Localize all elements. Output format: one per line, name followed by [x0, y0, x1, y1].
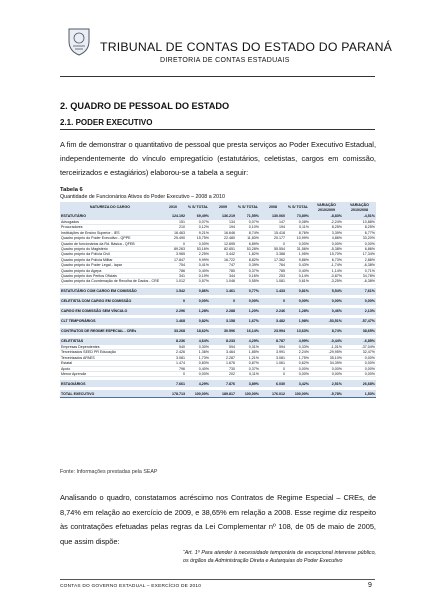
table-cell: 344 — [210, 274, 236, 279]
table-cell: 2.296 — [160, 308, 186, 315]
table-cell: 0,00% — [186, 371, 210, 376]
table-cell: 3.965 — [160, 252, 186, 257]
table-cell: 0,37% — [236, 268, 260, 273]
table-row — [60, 318, 376, 325]
table-row-label: Quadro próprio do Poder Legal - Iapar — [60, 263, 160, 268]
table-cell: 0,08% — [286, 220, 310, 225]
table-cell: 7.661 — [160, 380, 186, 387]
table-cell: 0,40% — [286, 268, 310, 273]
table-cell: -1,01% — [310, 345, 343, 350]
table-cell: 11,83% — [236, 236, 260, 241]
table-cell: 8,25% — [310, 225, 343, 230]
table-cell: 55.554 — [260, 247, 286, 252]
table-cell: 3.081 — [260, 355, 286, 360]
table-cell: 4,29% — [186, 380, 210, 387]
table-cell: 33,20% — [343, 236, 376, 241]
table-cell: 25.490 — [160, 236, 186, 241]
table-cell: 89.263 — [160, 247, 186, 252]
table-cell: 2,24% — [286, 350, 310, 355]
table-cell: 151 — [160, 220, 186, 225]
table-row — [60, 338, 376, 345]
table-row-label: Menor Aprendiz — [60, 371, 160, 376]
table-row-label: ESTATUTÁRIO COM CARGO EM COMISSÃO — [60, 288, 160, 295]
table-cell: 3,42% — [286, 380, 310, 387]
table-cell: 73,89% — [286, 213, 310, 220]
table-cell: -0,87% — [310, 274, 343, 279]
table-cell: 6,77% — [343, 230, 376, 235]
table-cell: 82.651 — [210, 247, 236, 252]
table-cell: 0,43% — [286, 263, 310, 268]
table-cell: 1,20% — [236, 308, 260, 315]
table-cell: 189.817 — [210, 390, 236, 398]
table-cell: 0,41% — [186, 263, 210, 268]
table-cell: 0,62% — [286, 361, 310, 366]
table-cell: 194 — [260, 225, 286, 230]
table-row — [60, 328, 376, 335]
table-cell: 2,86% — [343, 257, 376, 262]
table-cell: 6,73% — [310, 257, 343, 262]
table-cell: 2.287 — [210, 355, 236, 360]
table-cell: 0,00% — [343, 366, 376, 371]
table-cell: 130.060 — [260, 213, 286, 220]
table-row-label: ESTAGIÁRIOS — [60, 380, 160, 387]
table-cell: -4,51% — [343, 213, 376, 220]
header-divider — [60, 76, 375, 77]
table-cell: 2,51% — [310, 380, 343, 387]
table-row — [60, 298, 376, 305]
table-cell: 0,39% — [236, 263, 260, 268]
table-row-label: Apoio — [60, 366, 160, 371]
law-quote: “Art. 1º Para atender à necessidade temporária de excepcional interesse público, os órgãos da Administração Direta e Autarquias do Poder Executivo — [183, 550, 376, 564]
table-cell: 4,86% — [310, 236, 343, 241]
table-cell: 32,47% — [343, 350, 376, 355]
table-cell: 1.542 — [160, 288, 186, 295]
table-cell: 194 — [210, 225, 236, 230]
table-row-label: ESTATUTÁRIO — [60, 213, 160, 220]
header-subtitle: DIRETORIA DE CONTAS ESTADUAIS — [160, 57, 290, 64]
table-cell: 147 — [260, 220, 286, 225]
footer-text: CONTAS DO GOVERNO ESTADUAL – EXERCÍCIO DE 2010 — [60, 584, 202, 589]
table-cell: 1.046 — [210, 279, 236, 284]
table-row-label: Quadro próprio da Coordenação de Recolha de Dados - CRE — [61, 279, 160, 284]
table-row-label: Instituições de Ensino Superior - IES — [60, 230, 160, 235]
table-cell: -5,38% — [310, 247, 343, 252]
table-cell: 26,68% — [343, 380, 376, 387]
table-cell: 2.288 — [210, 308, 236, 315]
table-cell: 16,14% — [236, 328, 260, 335]
table-cell: 0 — [210, 298, 236, 305]
table-cell: 1,73% — [186, 355, 210, 360]
table-cell: 10,88% — [343, 220, 376, 225]
table-header-cell: VARIAÇÃO 2010/2008 — [343, 202, 376, 213]
table-cell: 8.787 — [260, 338, 286, 345]
table-cell: 30.596 — [210, 328, 236, 335]
table-cell: 796 — [160, 366, 186, 371]
table-cell: 8,76% — [286, 230, 310, 235]
table-cell: 0,11% — [236, 371, 260, 376]
table-cell: 0,14% — [286, 274, 310, 279]
table-cell: 0,16% — [236, 274, 260, 279]
table-cell: 0,07% — [236, 220, 260, 225]
table-cell: 594 — [260, 345, 286, 350]
table-cell: 1,85% — [236, 350, 260, 355]
table-row — [60, 288, 376, 295]
table-cell: 341 — [160, 274, 186, 279]
table-cell: 0 — [260, 371, 286, 376]
table-cell: 0,71% — [343, 268, 376, 273]
page-number: 9 — [368, 582, 372, 589]
table-header-cell: 2010 — [160, 202, 186, 213]
table-cell: 5,54% — [310, 288, 343, 295]
table-row — [60, 390, 376, 398]
table-cell: 23.994 — [260, 328, 286, 335]
intro-paragraph: A fim de demonstrar o quantitativo de pessoal que presta serviços ao Poder Executivo Estadual, independentemente do vínculo empregatício (estatutários, celetistas, cargos em comissão, terceirizados e estagiários) elaborou-se a tabela a seguir: — [60, 140, 376, 177]
table-cell: 15,75% — [186, 236, 210, 241]
table-cell: 0,55% — [236, 279, 260, 284]
table-cell: -3,25% — [310, 279, 343, 284]
table-cell: 1.676 — [210, 361, 236, 366]
table-cell: 0,00% — [310, 298, 343, 305]
table-header-cell: 2009 — [210, 202, 236, 213]
table-cell: 8,82% — [236, 257, 260, 262]
header-title: TRIBUNAL DE CONTAS DO ESTADO DO PARANÁ — [100, 40, 393, 54]
table-cell: 8.236 — [160, 338, 186, 345]
table-header-cell: % S/ TOTAL — [186, 202, 210, 213]
table-header-row — [60, 202, 376, 213]
table-cell: 17.362 — [260, 257, 286, 262]
table-row-label: Estatal — [60, 361, 160, 366]
table-cell: 0,11% — [286, 225, 310, 230]
table-cell: 1.468 — [160, 318, 186, 325]
table-cell: 747 — [210, 263, 236, 268]
table-cell: 8,25% — [343, 225, 376, 230]
table-cell: 3.158 — [210, 318, 236, 325]
table-cell: 100,00% — [186, 390, 210, 398]
table-cell: 0 — [160, 298, 186, 305]
table-cell: 1,28% — [286, 308, 310, 315]
table-cell: -5,78% — [310, 390, 343, 398]
table-cell: 18,62% — [186, 328, 210, 335]
table-cell: 0,10% — [236, 225, 260, 230]
table-cell: 1,82% — [236, 252, 260, 257]
table-cell: 0,57% — [186, 279, 210, 284]
table-cell: -6,38% — [343, 263, 376, 268]
table-cell: 0,12% — [186, 225, 210, 230]
table-cell: 0 — [260, 298, 286, 305]
table-row-label: Terceirizados SEED PR Educação — [60, 350, 160, 355]
table-row-label: Terceirizados APAES — [60, 355, 160, 360]
table-source: Fonte: Informações prestadas pela SEAP — [60, 469, 158, 475]
table-cell: 0,87% — [236, 361, 260, 366]
table-cell: 785 — [260, 268, 286, 273]
table-cell: 178.713 — [160, 390, 186, 398]
table-cell: 10,99% — [286, 236, 310, 241]
table-cell: 15,70% — [310, 252, 343, 257]
section-heading: 2. QUADRO DE PESSOAL DO ESTADO — [60, 101, 230, 111]
table-cell: 3.464 — [210, 350, 236, 355]
table-cell: -53,51% — [310, 318, 343, 325]
table-row-label: CELETISTA COM CARGO EM COMISSÃO — [60, 298, 160, 305]
table-cell: 1.081 — [260, 279, 286, 284]
table-cell: 71,55% — [236, 213, 260, 220]
table-cell: 8,74% — [310, 328, 343, 335]
table-cell: 3.991 — [260, 350, 286, 355]
table-cell: 780 — [210, 268, 236, 273]
table-cell: 33.268 — [160, 328, 186, 335]
table-cell: 8.233 — [210, 338, 236, 345]
table-cell: 16.646 — [210, 230, 236, 235]
table-cell: 0,00% — [343, 361, 376, 366]
table-cell: 0,61% — [286, 279, 310, 284]
table-row-label: CARGO EM COMISSÃO SEM VÍNCULO — [60, 308, 160, 315]
table-cell: -6,85% — [343, 338, 376, 345]
table-caption: Quantidade de Funcionários Ativos do Poder Executivo – 2008 a 2010 — [60, 194, 225, 200]
table-cell: 0,30% — [186, 345, 210, 350]
table-cell: 16.722 — [210, 257, 236, 262]
table-cell: 16.463 — [160, 230, 186, 235]
table-cell: 0,00% — [286, 371, 310, 376]
table-cell: 0,00% — [286, 298, 310, 305]
table-row-label: Quadro próprio do Agepa — [60, 268, 160, 273]
table-cell: 1,67% — [236, 318, 260, 325]
table-cell: 0,46% — [310, 308, 343, 315]
coat-of-arms-icon — [66, 26, 92, 56]
table-cell: 22.480 — [210, 236, 236, 241]
table-cell: 34,39% — [310, 361, 343, 366]
table-header-cell: 2008 — [260, 202, 286, 213]
table-cell: 17.847 — [160, 257, 186, 262]
analysis-paragraph: Analisando o quadro, constatamos acréscimo nos Contratos de Regime Especial – CREs, de 8,74% em relação ao exercício de 2009, e 38,65% em relação a 2008. Esse regime diz respeito às contratações efetuadas pelas regras da Lei Complementar nº 108, de 05 de maio de 2005, que assim dispõe: — [60, 493, 376, 546]
table-cell: 35,10% — [310, 355, 343, 360]
table-cell: 1,28% — [186, 308, 210, 315]
table-cell: 176.012 — [260, 390, 286, 398]
table-cell: 9,86% — [286, 257, 310, 262]
table-row-label: Procuradores — [60, 225, 160, 230]
table-row-label: Quadro de funcionários da Rd. Básica - QFEB — [60, 241, 160, 246]
table-cell: 540 — [160, 345, 186, 350]
table-row-label: Quadro próprio dos Peritos Oficiais — [60, 274, 160, 279]
table-cell: 9,21% — [186, 230, 210, 235]
table-cell: -0,44% — [310, 338, 343, 345]
table-cell: 6,89% — [236, 241, 260, 246]
staff-table — [60, 202, 376, 398]
table-cell: 0,31% — [236, 345, 260, 350]
table-cell: 253 — [260, 274, 286, 279]
table-cell: 134 — [210, 220, 236, 225]
table-cell: 1.461 — [210, 288, 236, 295]
table-cell: -8,83% — [310, 213, 343, 220]
table-cell: -37,04% — [343, 345, 376, 350]
table-cell: 0,33% — [286, 345, 310, 350]
table-cell: 0 — [160, 371, 186, 376]
subsection-divider — [60, 129, 375, 130]
table-cell: 0,00% — [343, 298, 376, 305]
table-cell: -2,24% — [310, 220, 343, 225]
table-cell: 0 — [260, 241, 286, 246]
table-row-label: Quadro próprio da Polícia Militar — [60, 257, 160, 262]
table-cell: 3,89% — [236, 380, 260, 387]
table-cell: -6,38% — [343, 279, 376, 284]
table-cell: 53,28% — [236, 247, 260, 252]
table-cell: 0,40% — [186, 268, 210, 273]
table-cell: 6.030 — [260, 380, 286, 387]
table-header-cell: NATUREZA DO CARGO — [60, 202, 160, 213]
table-row-label: Quadro próprio do Poder Executivo - QPPE — [60, 236, 160, 241]
table-cell: 0,00% — [186, 298, 210, 305]
table-cell: 0,00% — [236, 298, 260, 305]
table-cell: 100,00% — [236, 390, 260, 398]
table-label: Tabela 6 — [60, 187, 83, 193]
table-cell: 730 — [210, 366, 236, 371]
table-cell: 34,78% — [343, 274, 376, 279]
table-cell: 3.442 — [210, 252, 236, 257]
table-cell: 12.695 — [210, 241, 236, 246]
table-cell: 136.219 — [210, 213, 236, 220]
table-cell: 53,16% — [186, 247, 210, 252]
table-cell: 8,74% — [236, 230, 260, 235]
table-row-label: CLT TEMPORÁRIOS — [60, 318, 160, 325]
table-row-label: Advogados — [60, 220, 160, 225]
table-cell: 3,39% — [310, 230, 343, 235]
table-cell: 17,34% — [343, 252, 376, 257]
table-row-label: Empresas Dependentes — [60, 345, 160, 350]
table-cell: -57,47% — [343, 318, 376, 325]
table-cell: 1,53% — [343, 390, 376, 398]
table-cell: 13,63% — [286, 328, 310, 335]
table-cell: 0,81% — [286, 288, 310, 295]
table-cell: 1,21% — [236, 355, 260, 360]
table-cell: 0,00% — [286, 366, 310, 371]
table-cell: 0,19% — [186, 274, 210, 279]
table-cell: 3.081 — [160, 355, 186, 360]
table-cell: 0,83% — [186, 361, 210, 366]
table-cell: 210 — [160, 225, 186, 230]
table-cell: 764 — [260, 263, 286, 268]
table-cell: 3.388 — [260, 252, 286, 257]
table-cell: 0,00% — [186, 241, 210, 246]
table-cell: 0,00% — [310, 371, 343, 376]
table-cell: 15.418 — [260, 230, 286, 235]
table-header-cell: % S/ TOTAL — [286, 202, 310, 213]
table-cell: 69,49% — [186, 213, 210, 220]
table-cell: 0,82% — [186, 318, 210, 325]
table-cell: 3.482 — [260, 318, 286, 325]
table-cell: 0,40% — [186, 366, 210, 371]
table-cell: 0,00% — [343, 241, 376, 246]
table-cell: 2.246 — [260, 308, 286, 315]
table-cell: 7,61% — [343, 288, 376, 295]
table-cell: 7.876 — [210, 380, 236, 387]
table-row-label: Quadro próprio da Polícia Civil — [60, 252, 160, 257]
table-cell: 0,00% — [343, 355, 376, 360]
table-cell: 0 — [260, 366, 286, 371]
table-row-label: Quadro próprio do Magistério — [60, 247, 160, 252]
footer-divider — [60, 579, 375, 580]
table-cell: 1.012 — [160, 279, 186, 284]
table-cell: 1,95% — [286, 252, 310, 257]
table-cell: 0,77% — [236, 288, 260, 295]
table-cell: 0,00% — [343, 371, 376, 376]
table-row — [60, 380, 376, 387]
table-cell: 4,64% — [186, 338, 210, 345]
table-cell: 2.426 — [160, 350, 186, 355]
table-cell: 1,75% — [286, 355, 310, 360]
table-row-label: CELETISTAS — [60, 338, 160, 345]
table-cell: 0,00% — [310, 241, 343, 246]
table-cell: 31,56% — [286, 247, 310, 252]
table-cell: 100,00% — [286, 390, 310, 398]
table-cell: 124.192 — [160, 213, 186, 220]
table-cell: -1,74% — [310, 263, 343, 268]
table-cell: 786 — [160, 268, 186, 273]
table-row — [60, 308, 376, 315]
table-cell: 1.474 — [160, 361, 186, 366]
table-row — [60, 213, 376, 220]
table-row-label: CONTRATOS DE REGIME ESPECIAL - CREs — [60, 328, 160, 335]
table-cell: 594 — [210, 345, 236, 350]
table-cell: 20.177 — [260, 236, 286, 241]
table-header-cell: % S/ TOTAL — [236, 202, 260, 213]
table-cell: 4,99% — [286, 338, 310, 345]
table-cell: -29,95% — [310, 350, 343, 355]
table-cell: 1,14% — [310, 268, 343, 273]
table-cell: 1.433 — [260, 288, 286, 295]
table-cell: 0,86% — [186, 288, 210, 295]
table-cell: 0 — [160, 241, 186, 246]
table-cell: 754 — [160, 263, 186, 268]
table-cell: 2,13% — [343, 308, 376, 315]
table-header-cell: VARIAÇÃO 2010/2009 — [310, 202, 343, 213]
table-cell: 1.061 — [260, 361, 286, 366]
table-cell: 202 — [210, 371, 236, 376]
table-cell: 0,07% — [186, 220, 210, 225]
subsection-heading: 2.1. PODER EXECUTIVO — [60, 118, 153, 127]
table-cell: 1,98% — [286, 318, 310, 325]
table-cell: 4,29% — [236, 338, 260, 345]
table-cell: 38,65% — [343, 328, 376, 335]
table-cell: 6,86% — [343, 247, 376, 252]
table-cell: 9,99% — [186, 257, 210, 262]
table-cell: 2,25% — [186, 252, 210, 257]
table-cell: 0,37% — [236, 366, 260, 371]
table-cell: 0,00% — [310, 366, 343, 371]
table-cell: 0,00% — [286, 241, 310, 246]
table-cell: 1,36% — [186, 350, 210, 355]
table-row-label: TOTAL EXECUTIVO — [60, 390, 160, 398]
